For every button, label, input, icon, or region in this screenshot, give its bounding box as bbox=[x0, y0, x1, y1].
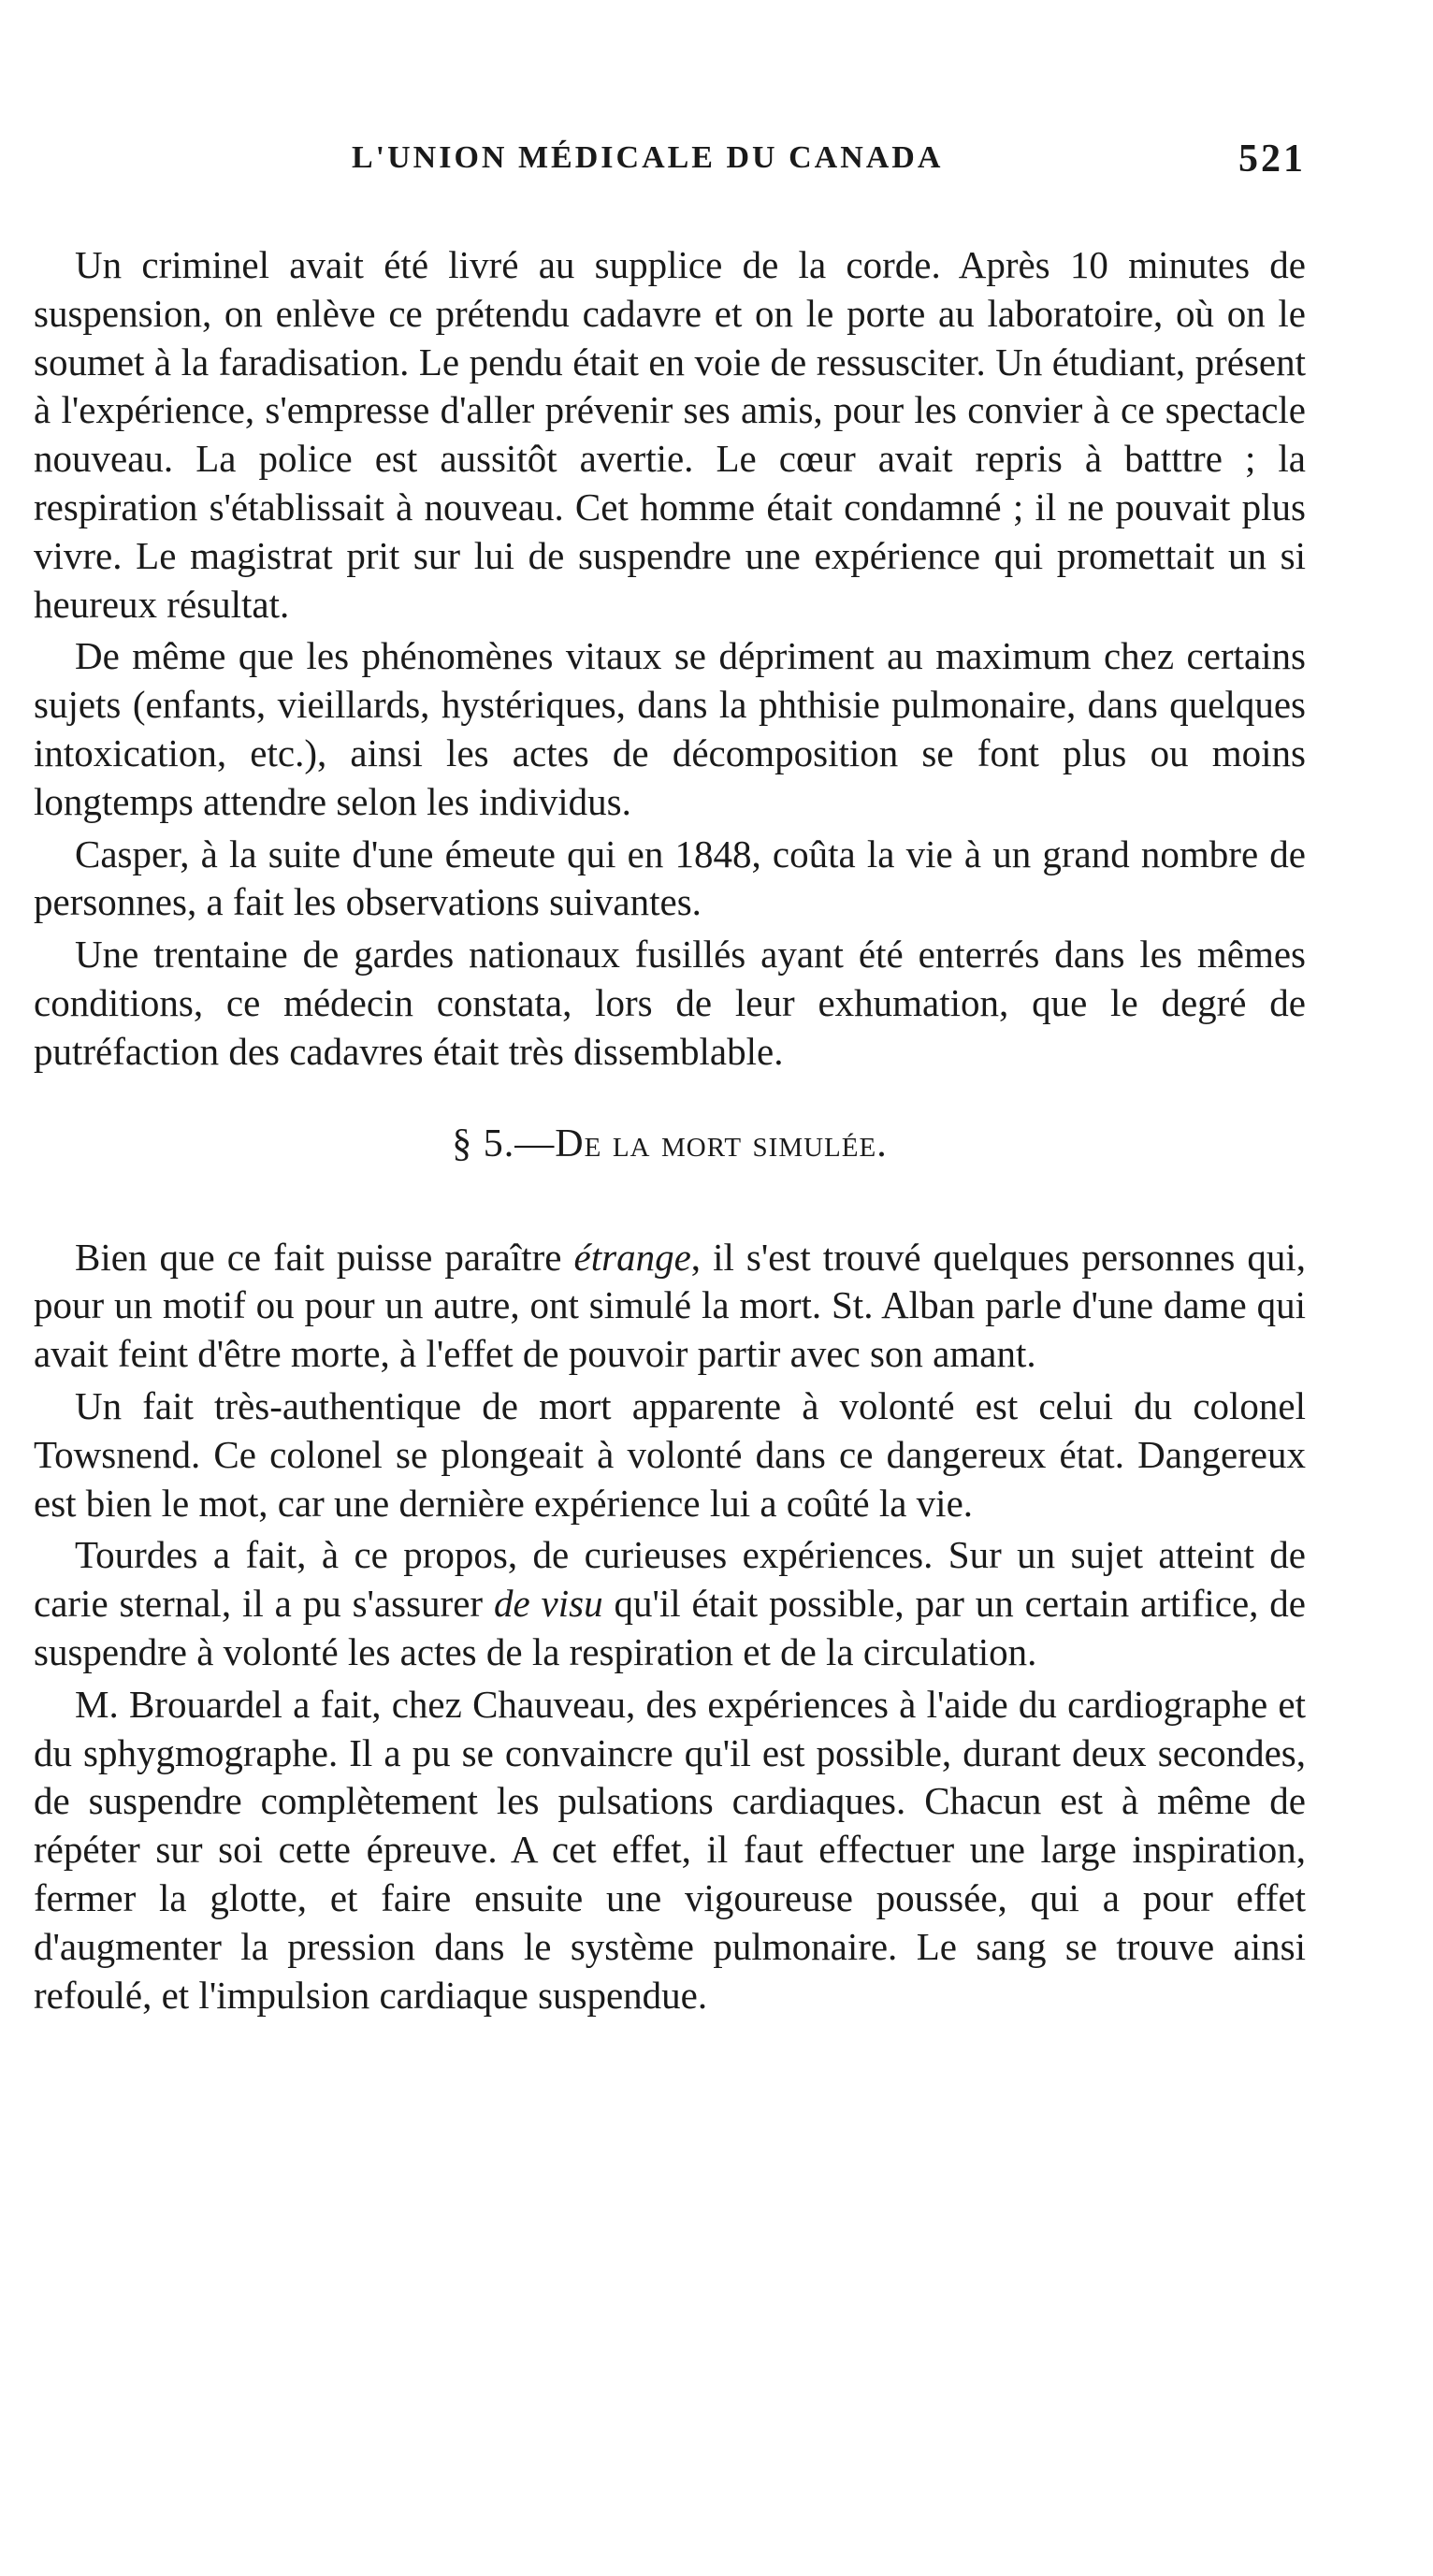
section-heading bbox=[34, 1122, 1306, 1166]
paragraph-tourdes-start: Tourdes a fait, à ce propos, de curieuses expériences. Sur un sujet atteint de carie sternal, il a pu s'assurer bbox=[34, 1533, 1306, 1626]
paragraph-tourdes-end: qu'il était possible, par un certain artifice, de suspendre à volonté les actes de la respiration et de la circulation. bbox=[34, 1582, 1306, 1673]
paragraph-casper: Casper, à la suite d'une émeute qui en 1848, coûta la vie à un grand nombre de personnes, a fait les observations suivantes. bbox=[34, 832, 1306, 924]
page-number: 521 bbox=[1238, 137, 1306, 181]
paragraph-simule-italic: étrange bbox=[573, 1235, 691, 1279]
paragraph-phenomenes: De même que les phénomènes vitaux se dépriment au maximum chez certains sujets (enfants, vieillards, hystériques, dans la phthisie pulmonaire, dans quelques intoxication, etc.), ainsi les actes de décomposition se font plus ou moins longtemps attendre selon les individus. bbox=[34, 634, 1306, 823]
document-page bbox=[34, 137, 1306, 2023]
running-header bbox=[34, 137, 1306, 196]
paragraph-tourdes bbox=[34, 1531, 1306, 1676]
journal-title: L'UNION MÉDICALE DU CANADA bbox=[352, 140, 944, 175]
paragraph-townsend: Un fait très-authentique de mort apparente à volonté est celui du colonel Towsnend. Ce colonel se plongeait à volonté dans ce dangereux état. Dangereux est bien le mot, car une dernière expérience lui a coûté la vie. bbox=[34, 1383, 1306, 1525]
paragraph-pendu: Un criminel avait été livré au supplice de la corde. Après 10 minutes de suspension, on enlève ce prétendu cadavre et on le porte au laboratoire, où on le soumet à la faradisation. Le pendu était en voie de ressusciter. Un étudiant, présent à l'expérience, s'empresse d'aller prévenir ses amis, pour les convier à ce spectacle nouveau. La police est aussitôt avertie. Le cœur avait repris à batttre ; la respiration s'établissait à nouveau. Cet homme était condamné ; il ne pouvait plus vivre. Le magistrat prit sur lui de suspendre une expérience qui promettait un si heureux résultat. bbox=[34, 243, 1306, 626]
paragraph-brouardel: M. Brouardel a fait, chez Chauveau, des expériences à l'aide du cardiographe et du sphygmographe. Il a pu se convaincre qu'il est possible, durant deux secondes, de suspendre complètement les pulsations cardiaques. Chacun est à même de répéter sur soi cette épreuve. A cet effet, il faut effectuer une large inspiration, fermer la glotte, et faire ensuite une vigoureuse poussée, qui a pour effet d'augmenter la pression dans le système pulmonaire. Le sang se trouve ainsi refoulé, et l'impulsion cardiaque suspendue. bbox=[34, 1682, 1306, 2017]
section-number: § 5.— bbox=[452, 1122, 556, 1165]
paragraph-gardes: Une trentaine de gardes nationaux fusillés ayant été enterrés dans les mêmes conditions, ce médecin constata, lors de leur exhumation, que le degré de putréfaction des cadavres était très dissemblable. bbox=[34, 933, 1306, 1073]
paragraph-simule bbox=[34, 1234, 1306, 1379]
paragraph-tourdes-italic: de visu bbox=[493, 1582, 603, 1626]
paragraph-simule-end: , il s'est trouvé quelques personnes qui, pour un motif ou pour un autre, ont simulé la mort. St. Alban parle d'une dame qui avait feint d'être morte, à l'effet de pouvoir partir avec son amant. bbox=[34, 1235, 1306, 1376]
section-title: De la mort simulée. bbox=[555, 1122, 888, 1165]
paragraph-simule-start: Bien que ce fait puisse paraître bbox=[75, 1235, 574, 1279]
